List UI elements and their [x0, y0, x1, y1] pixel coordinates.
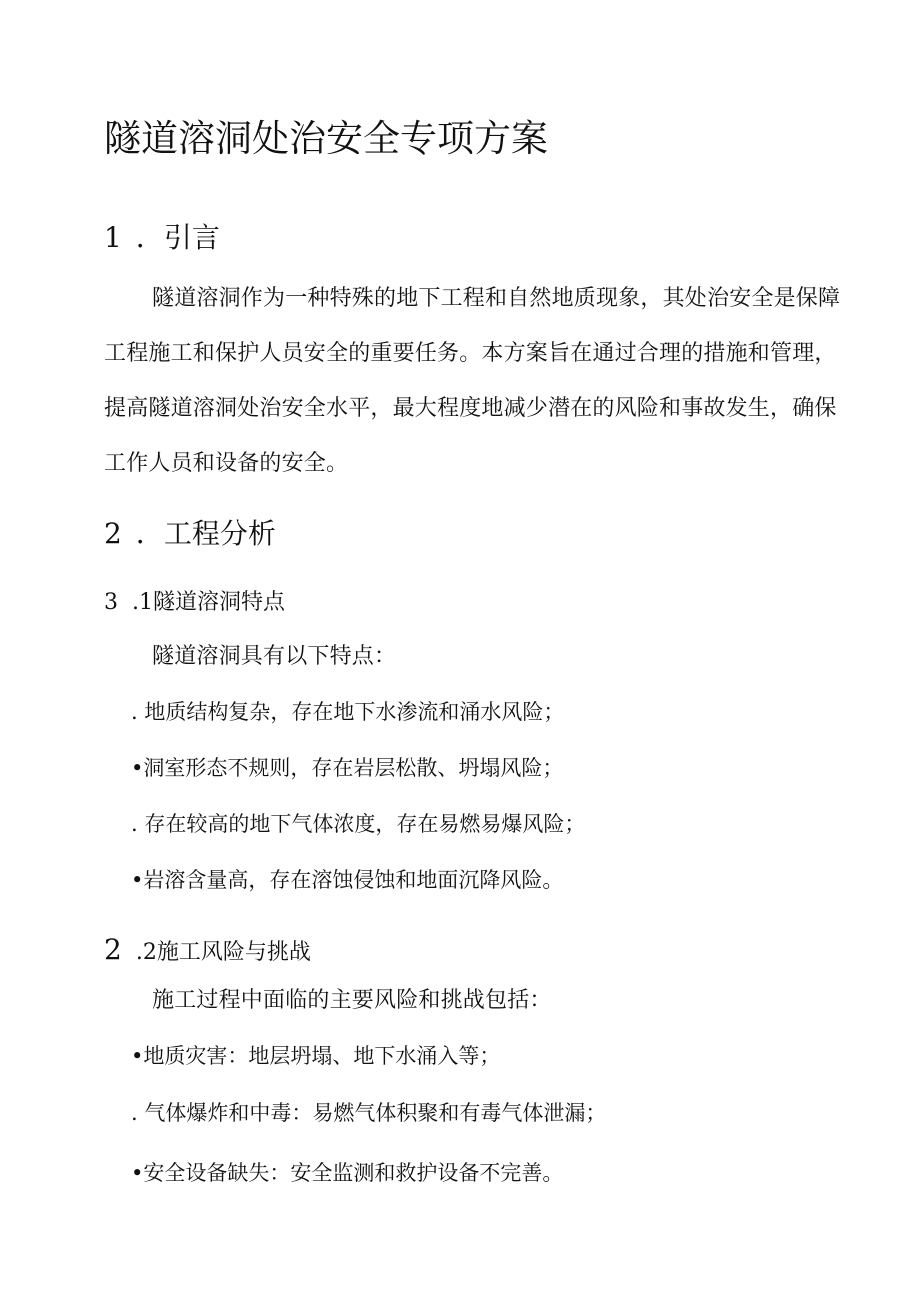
list-item: . 存在较高的地下气体浓度，存在易燃易爆风险； — [131, 812, 586, 836]
subsection-intro: 施工过程中面临的主要风险和挑战包括： — [152, 988, 552, 1013]
section-number: 1 — [104, 221, 122, 254]
subsection-number: 2 — [104, 933, 122, 966]
list-item: •洞室形态不规则，存在岩层松散、坍塌风险； — [131, 756, 564, 780]
section-heading-intro — [104, 221, 220, 254]
list-item: •安全设备缺失：安全监测和救护设备不完善。 — [131, 1161, 564, 1185]
section-heading-analysis — [104, 517, 276, 550]
list-item: •地质灾害：地层坍塌、地下水涌入等； — [131, 1044, 501, 1068]
section-number: 2 — [104, 517, 122, 550]
paragraph-line: 工作人员和设备的安全。 — [104, 451, 349, 476]
subsection-intro: 隧道溶洞具有以下特点： — [152, 644, 397, 669]
paragraph-line: 隧道溶洞作为一种特殊的地下工程和自然地质现象，其处治安全是保障 — [152, 286, 841, 311]
section-title: ．工程分析 — [135, 517, 276, 550]
subsection-heading-risks — [104, 933, 311, 966]
paragraph-line: 提高隧道溶洞处治安全水平，最大程度地减少潜在的风险和事故发生，确保 — [104, 396, 837, 421]
list-item: . 气体爆炸和中毒：易燃气体积聚和有毒气体泄漏； — [131, 1101, 607, 1125]
subsection-heading-features — [104, 592, 285, 614]
subsection-title: .2施工风险与挑战 — [135, 940, 311, 965]
list-item: •岩溶含量高，存在溶蚀侵蚀和地面沉降风险。 — [131, 868, 564, 892]
paragraph-line: 工程施工和保护人员安全的重要任务。本方案旨在通过合理的措施和管理， — [104, 341, 837, 366]
subsection-number: 3 — [104, 590, 118, 615]
document-title: 隧道溶洞处治安全专项方案 — [104, 117, 548, 160]
section-title: ．引言 — [135, 221, 220, 254]
subsection-title: .1隧道溶洞特点 — [132, 590, 285, 615]
list-item: . 地质结构复杂，存在地下水渗流和涌水风险； — [131, 700, 565, 724]
